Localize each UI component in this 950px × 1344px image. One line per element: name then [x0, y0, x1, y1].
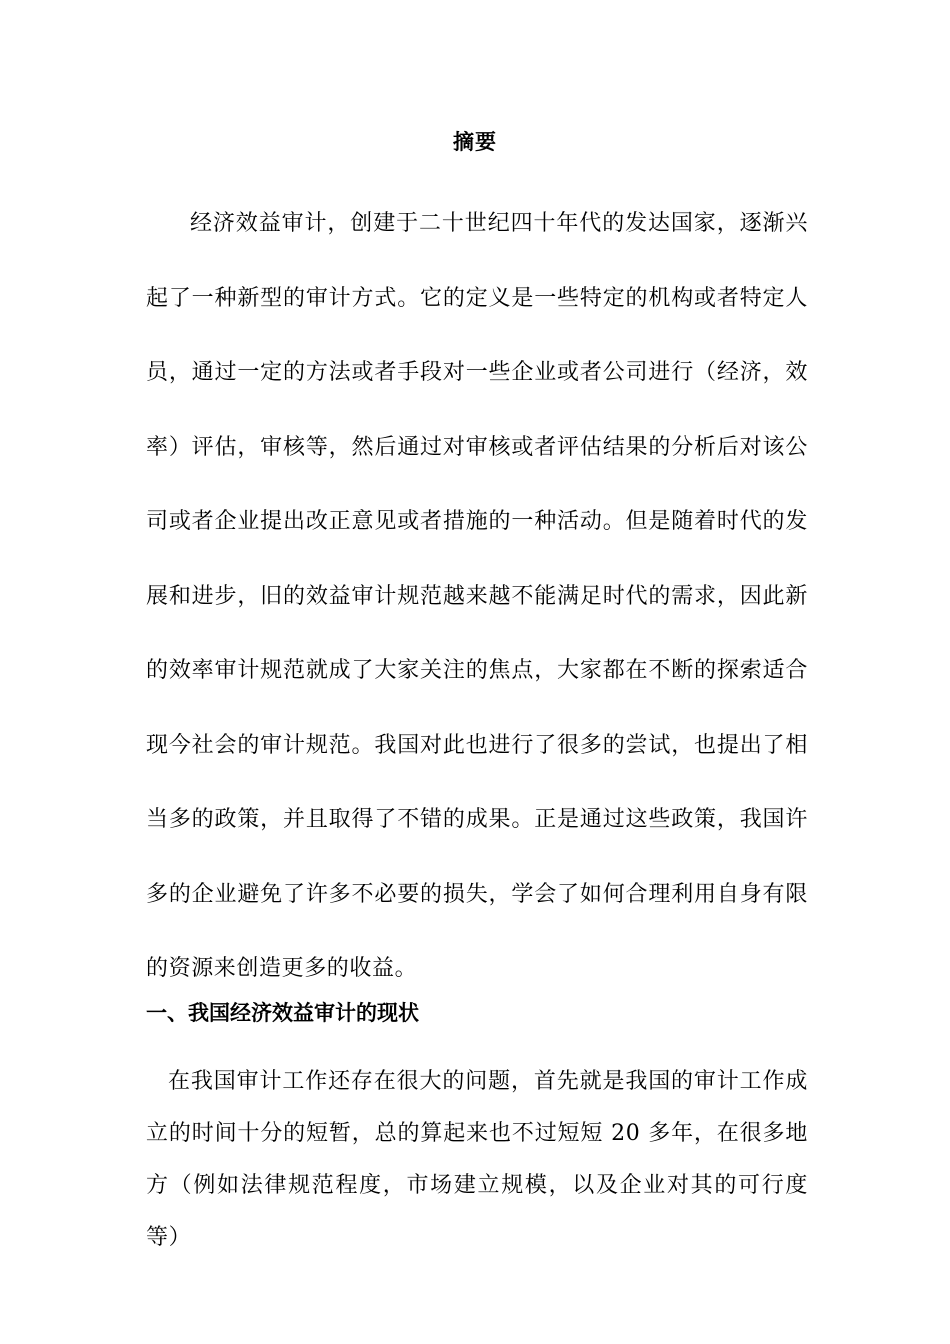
abstract-paragraph: 经济效益审计，创建于二十世纪四十年代的发达国家，逐渐兴起了一种新型的审计方式。它的定义是一些特定的机构或者特定人员，通过一定的方法或者手段对一些企业或者公司进行（经济，效率）评估，审核等，然后通过对审核或者评估结果的分析后对该公司或者企业提出改正意见或者措施的一种活动。但是随着时代的发展和进步，旧的效益审计规范越来越不能满足时代的需求，因此新的效率审计规范就成了大家关注的焦点，大家都在不断的探索适合现今社会的审计规范。我国对此也进行了很多的尝试，也提出了相当多的政策，并且取得了不错的成果。正是通过这些政策，我国许多的企业避免了许多不必要的损失，学会了如何合理利用自身有限的资源来创造更多的收益。: [146, 211, 808, 981]
abstract-title: 摘要: [453, 130, 497, 154]
section-paragraph: 在我国审计工作还存在很大的问题，首先就是我国的审计工作成立的时间十分的短暂，总的算起来也不过短短 20 多年，在很多地方（例如法律规范程度，市场建立规模，以及企业对其的可行度等）: [146, 1069, 808, 1250]
section-heading: 一、我国经济效益审计的现状: [146, 1001, 419, 1025]
